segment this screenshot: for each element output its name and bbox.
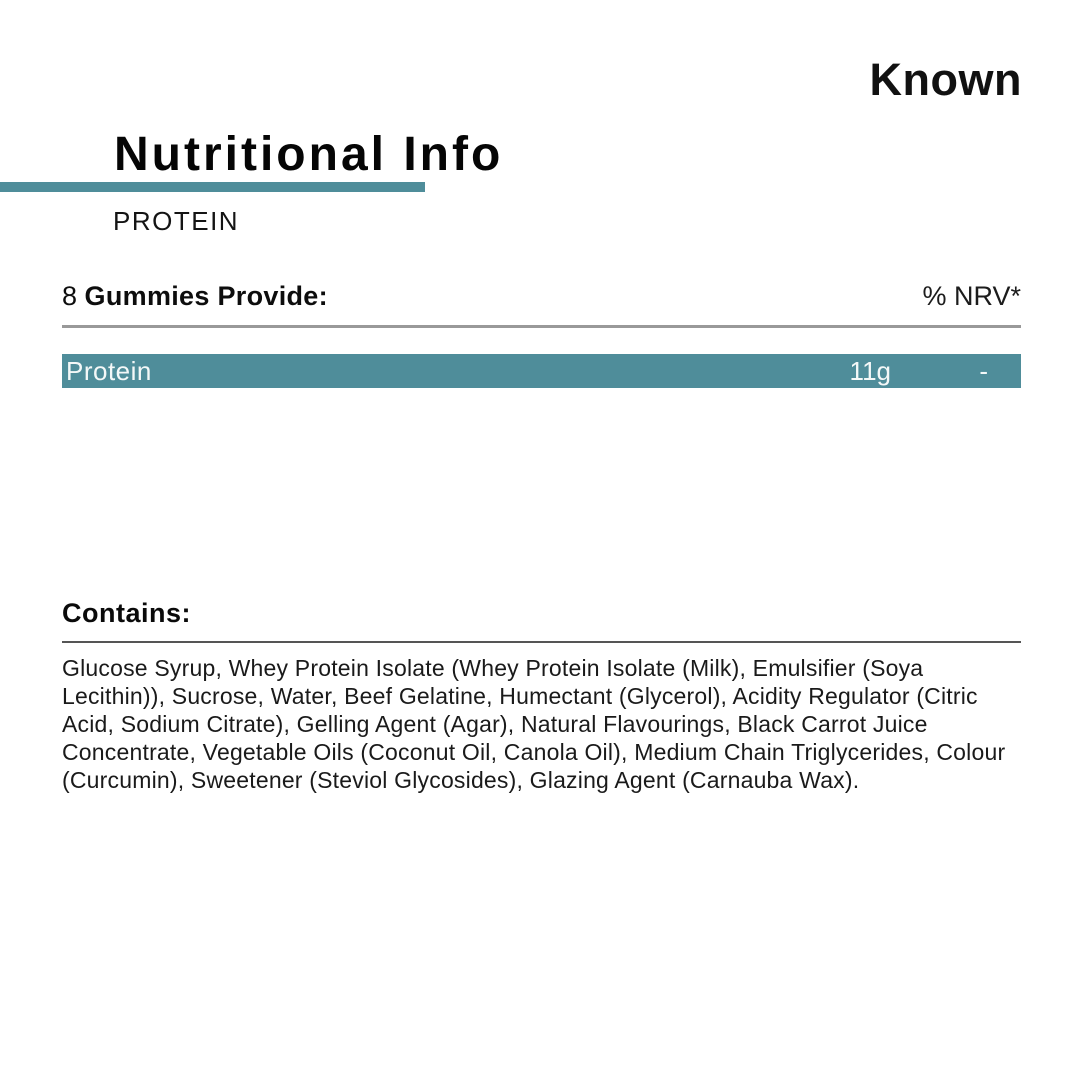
nrv-column-header: % NRV* bbox=[922, 281, 1021, 311]
table-row bbox=[62, 354, 1021, 388]
serving-header bbox=[62, 281, 328, 312]
nutrient-amount: 11g bbox=[849, 355, 891, 386]
ingredients-text: Glucose Syrup, Whey Protein Isolate (Whey Protein Isolate (Milk), Emulsifier (Soya Lecithin)), Sucrose, Water, Beef Gelatine, Humectant (Glycerol), Acidity Regulator (Citric Acid, Sodium Citrate), Gelling Agent (Agar), Natural Flavourings, Black Carrot Juice Concentrate, Vegetable Oils (Coconut Oil, Canola Oil), Medium Chain Triglycerides, Colour (Curcumin), Sweetener (Steviol Glycosides), Glazing Agent (Carnauba Wax). bbox=[62, 655, 1006, 793]
nutrient-name: Protein bbox=[66, 355, 152, 386]
serving-label: Gummies Provide: bbox=[84, 281, 328, 311]
nutrition-table bbox=[62, 281, 1021, 388]
table-header bbox=[62, 281, 1021, 328]
nutrient-nrv-value: - bbox=[979, 355, 988, 386]
serving-count: 8 bbox=[62, 281, 78, 311]
page-title: Nutritional Info bbox=[114, 128, 504, 181]
contains-section bbox=[62, 598, 1021, 794]
brand-logo: Known bbox=[869, 54, 1022, 105]
contains-title: Contains: bbox=[62, 598, 1021, 643]
section-subtitle: PROTEIN bbox=[113, 206, 240, 236]
title-accent-bar bbox=[0, 182, 425, 192]
